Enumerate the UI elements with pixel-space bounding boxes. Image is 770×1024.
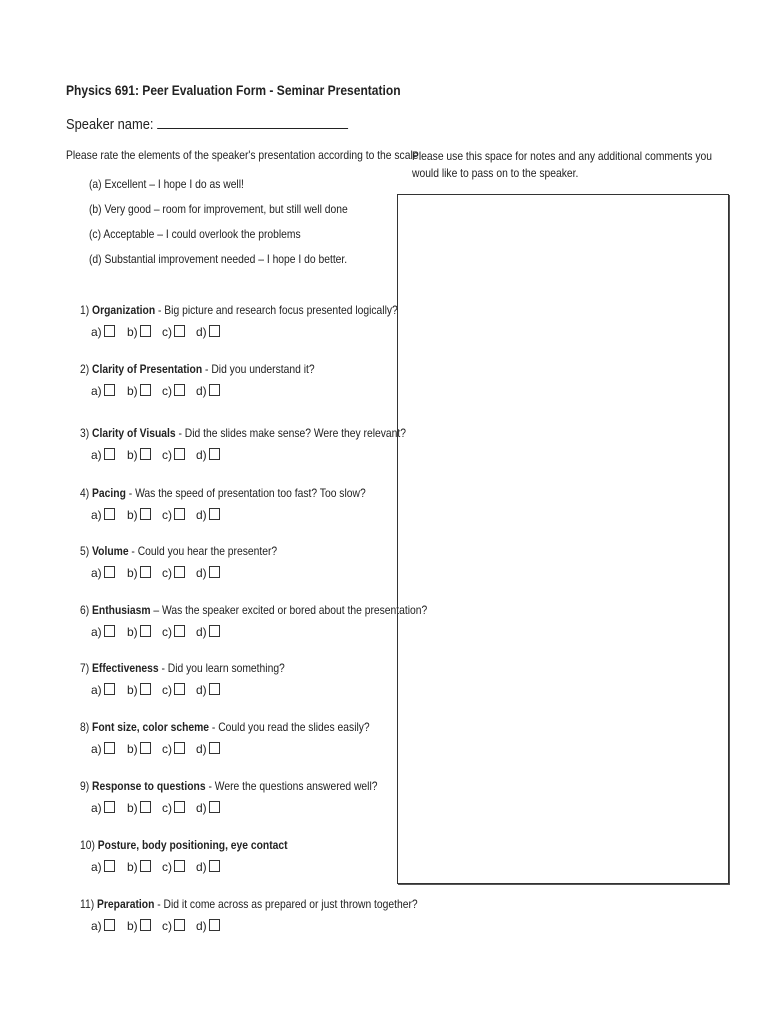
option-checkbox[interactable]: [140, 325, 151, 337]
option-checkbox[interactable]: [209, 801, 220, 813]
option-checkbox[interactable]: [174, 742, 185, 754]
option-b: [127, 448, 151, 462]
question-9: [80, 779, 426, 793]
option-checkbox[interactable]: [174, 860, 185, 872]
question-4: [80, 486, 412, 500]
option-checkbox[interactable]: [104, 566, 115, 578]
speaker-name-label: Speaker name:: [66, 116, 154, 133]
option-label: c): [162, 683, 172, 697]
option-checkbox[interactable]: [104, 683, 115, 695]
option-label: a): [91, 566, 102, 580]
question-number: 7): [80, 661, 90, 675]
option-checkbox[interactable]: [174, 625, 185, 637]
option-b: [127, 742, 151, 756]
option-checkbox[interactable]: [174, 566, 185, 578]
option-label: a): [91, 919, 102, 933]
option-a: [91, 860, 115, 874]
option-b: [127, 508, 151, 522]
option-b: [127, 384, 151, 398]
question-number: 3): [80, 426, 90, 440]
option-label: c): [162, 742, 172, 756]
option-c: [162, 919, 185, 933]
question-description: - Did the slides make sense? Were they relevant?: [175, 426, 407, 440]
option-checkbox[interactable]: [209, 683, 220, 695]
option-checkbox[interactable]: [209, 325, 220, 337]
option-c: [162, 742, 185, 756]
question-description: - Did you understand it?: [202, 362, 315, 376]
scale-item-d: (d) Substantial improvement needed – I hope I do better.: [89, 252, 348, 266]
option-b: [127, 325, 151, 339]
option-label: b): [127, 860, 138, 874]
question-title: Clarity of Presentation: [92, 362, 203, 376]
option-label: c): [162, 860, 172, 874]
option-a: [91, 448, 115, 462]
question-description: - Could you hear the presenter?: [128, 544, 278, 558]
option-d: [196, 801, 220, 815]
option-checkbox[interactable]: [140, 384, 151, 396]
question-number: 5): [80, 544, 90, 558]
option-label: d): [196, 625, 207, 639]
option-b: [127, 860, 151, 874]
option-c: [162, 801, 185, 815]
option-checkbox[interactable]: [140, 801, 151, 813]
form-title: Physics 691: Peer Evaluation Form - Seminar Presentation: [66, 82, 401, 98]
option-d: [196, 625, 220, 639]
question-7: [80, 661, 318, 675]
question-description: - Did it come across as prepared or just thrown together?: [154, 897, 418, 911]
question-8: [80, 720, 417, 734]
question-description: - Was the speed of presentation too fast? Too slow?: [125, 486, 366, 500]
scale-item-a: (a) Excellent – I hope I do as well!: [89, 177, 244, 191]
option-c: [162, 384, 185, 398]
option-a: [91, 801, 115, 815]
question-number: 4): [80, 486, 90, 500]
option-checkbox[interactable]: [104, 919, 115, 931]
option-checkbox[interactable]: [174, 508, 185, 520]
option-checkbox[interactable]: [140, 860, 151, 872]
option-label: c): [162, 566, 172, 580]
question-11: [80, 897, 473, 911]
option-d: [196, 448, 220, 462]
question-description: – Was the speaker excited or bored about the presentation?: [150, 603, 428, 617]
option-a: [91, 384, 115, 398]
option-checkbox[interactable]: [104, 325, 115, 337]
option-checkbox[interactable]: [140, 508, 151, 520]
option-checkbox[interactable]: [140, 448, 151, 460]
option-d: [196, 683, 220, 697]
option-label: c): [162, 625, 172, 639]
option-label: a): [91, 625, 102, 639]
option-label: a): [91, 384, 102, 398]
option-checkbox[interactable]: [209, 384, 220, 396]
option-a: [91, 683, 115, 697]
option-checkbox[interactable]: [140, 742, 151, 754]
question-description: - Big picture and research focus presented logically?: [155, 303, 398, 317]
option-b: [127, 683, 151, 697]
option-label: b): [127, 325, 138, 339]
option-label: d): [196, 508, 207, 522]
option-checkbox[interactable]: [174, 384, 185, 396]
option-checkbox[interactable]: [104, 384, 115, 396]
option-c: [162, 325, 185, 339]
option-label: d): [196, 801, 207, 815]
option-a: [91, 919, 115, 933]
option-c: [162, 625, 185, 639]
speaker-name-field[interactable]: [157, 116, 348, 129]
option-checkbox[interactable]: [104, 742, 115, 754]
option-c: [162, 683, 185, 697]
option-label: d): [196, 566, 207, 580]
option-checkbox[interactable]: [104, 860, 115, 872]
option-label: d): [196, 683, 207, 697]
option-label: c): [162, 508, 172, 522]
option-c: [162, 448, 185, 462]
option-label: a): [91, 508, 102, 522]
question-title: Response to questions: [92, 779, 206, 793]
option-label: d): [196, 448, 207, 462]
option-checkbox[interactable]: [209, 448, 220, 460]
option-a: [91, 566, 115, 580]
option-checkbox[interactable]: [104, 448, 115, 460]
question-number: 1): [80, 303, 90, 317]
scale-item-b: (b) Very good – room for improvement, but still well done: [89, 202, 348, 216]
question-description: - Were the questions answered well?: [205, 779, 378, 793]
option-label: b): [127, 801, 138, 815]
option-label: d): [196, 384, 207, 398]
option-label: a): [91, 742, 102, 756]
option-b: [127, 801, 151, 815]
question-10: [80, 838, 321, 852]
option-checkbox[interactable]: [174, 919, 185, 931]
option-label: b): [127, 566, 138, 580]
option-a: [91, 508, 115, 522]
notes-textarea[interactable]: [397, 194, 729, 884]
option-b: [127, 919, 151, 933]
question-title: Organization: [92, 303, 156, 317]
question-number: 8): [80, 720, 90, 734]
question-title: Preparation: [97, 897, 155, 911]
option-label: d): [196, 742, 207, 756]
option-label: d): [196, 919, 207, 933]
option-label: d): [196, 860, 207, 874]
question-2: [80, 362, 353, 376]
option-label: b): [127, 384, 138, 398]
option-label: a): [91, 860, 102, 874]
option-checkbox[interactable]: [140, 919, 151, 931]
option-label: c): [162, 448, 172, 462]
option-checkbox[interactable]: [174, 683, 185, 695]
question-number: 10): [80, 838, 95, 852]
question-number: 6): [80, 603, 90, 617]
option-checkbox[interactable]: [104, 801, 115, 813]
option-checkbox[interactable]: [209, 508, 220, 520]
rating-instructions: Please rate the elements of the speaker's presentation according to the scale:: [66, 148, 422, 162]
option-checkbox[interactable]: [104, 625, 115, 637]
option-checkbox[interactable]: [209, 742, 220, 754]
option-checkbox[interactable]: [174, 325, 185, 337]
option-label: b): [127, 625, 138, 639]
option-label: b): [127, 683, 138, 697]
option-checkbox[interactable]: [209, 919, 220, 931]
option-b: [127, 566, 151, 580]
question-description: - Could you read the slides easily?: [209, 720, 370, 734]
question-title: Clarity of Visuals: [92, 426, 176, 440]
question-number: 9): [80, 779, 90, 793]
option-checkbox[interactable]: [140, 566, 151, 578]
option-label: c): [162, 325, 172, 339]
option-d: [196, 742, 220, 756]
question-title: Enthusiasm: [92, 603, 151, 617]
speaker-name-row: [66, 116, 394, 133]
option-a: [91, 742, 115, 756]
option-checkbox[interactable]: [209, 860, 220, 872]
option-c: [162, 566, 185, 580]
option-c: [162, 508, 185, 522]
question-description: - Did you learn something?: [158, 661, 285, 675]
question-title: Effectiveness: [92, 661, 159, 675]
question-1: [80, 303, 450, 317]
option-b: [127, 625, 151, 639]
option-label: b): [127, 508, 138, 522]
option-label: a): [91, 448, 102, 462]
option-a: [91, 625, 115, 639]
question-title: Font size, color scheme: [92, 720, 210, 734]
option-d: [196, 860, 220, 874]
option-checkbox[interactable]: [174, 801, 185, 813]
question-number: 11): [80, 897, 95, 911]
option-label: c): [162, 801, 172, 815]
option-c: [162, 860, 185, 874]
question-5: [80, 544, 309, 558]
option-d: [196, 508, 220, 522]
option-label: a): [91, 683, 102, 697]
option-label: b): [127, 448, 138, 462]
notes-label: Please use this space for notes and any additional comments you would like to pass on to the speaker.: [412, 149, 713, 180]
option-label: a): [91, 801, 102, 815]
option-label: c): [162, 384, 172, 398]
option-a: [91, 325, 115, 339]
option-label: c): [162, 919, 172, 933]
question-title: Pacing: [92, 486, 126, 500]
scale-item-c: (c) Acceptable – I could overlook the problems: [89, 227, 301, 241]
option-checkbox[interactable]: [140, 683, 151, 695]
question-title: Posture, body positioning, eye contact: [97, 838, 288, 852]
option-d: [196, 566, 220, 580]
question-number: 2): [80, 362, 90, 376]
option-d: [196, 325, 220, 339]
option-checkbox[interactable]: [209, 625, 220, 637]
option-d: [196, 384, 220, 398]
option-d: [196, 919, 220, 933]
option-checkbox[interactable]: [140, 625, 151, 637]
option-checkbox[interactable]: [174, 448, 185, 460]
option-checkbox[interactable]: [104, 508, 115, 520]
option-label: a): [91, 325, 102, 339]
option-label: b): [127, 742, 138, 756]
option-label: b): [127, 919, 138, 933]
question-title: Volume: [92, 544, 129, 558]
option-checkbox[interactable]: [209, 566, 220, 578]
option-label: d): [196, 325, 207, 339]
